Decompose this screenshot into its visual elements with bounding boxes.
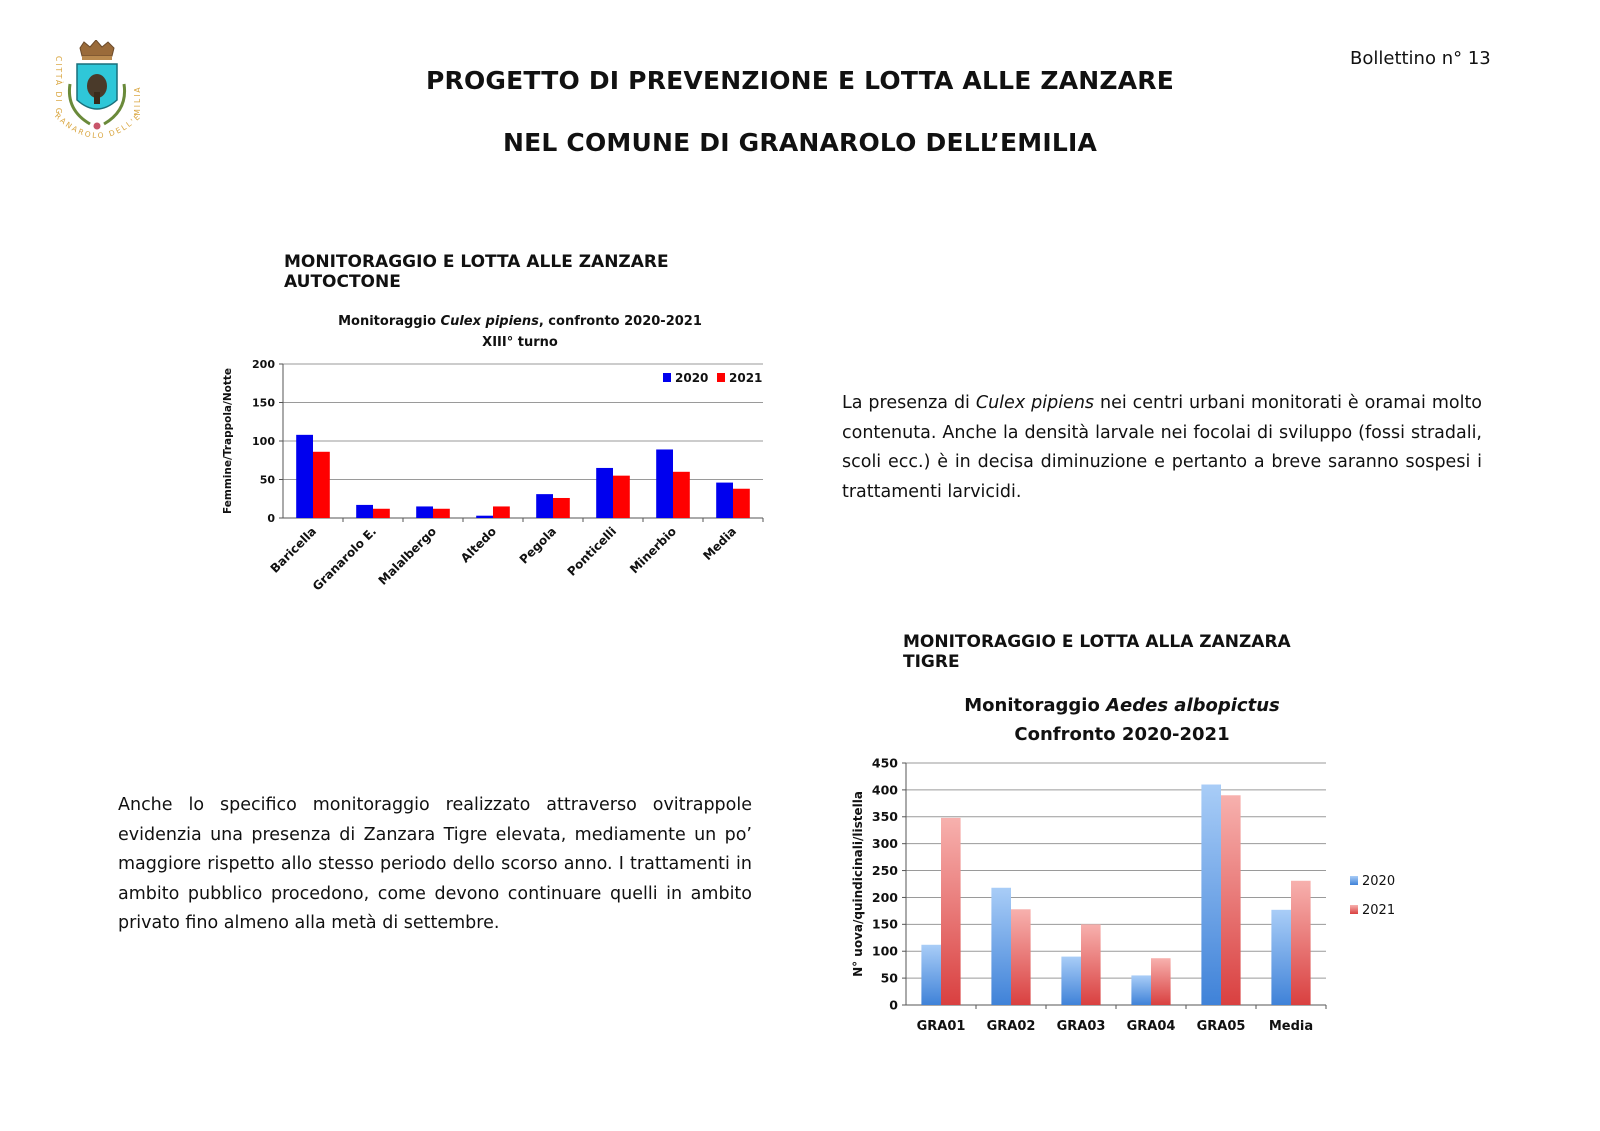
x-tick-label: Ponticelli xyxy=(564,524,620,579)
legend-swatch-2020 xyxy=(1350,876,1358,885)
bar-2020-minerbio xyxy=(656,449,673,518)
y-tick-label: 150 xyxy=(252,396,275,410)
y-tick-label: 50 xyxy=(259,473,275,487)
section-title-tigre: MONITORAGGIO E LOTTA ALLA ZANZARA TIGRE xyxy=(903,632,1291,672)
y-tick-label: 150 xyxy=(871,916,898,932)
bar-2020-media xyxy=(716,483,733,518)
bar-2021-gra02 xyxy=(1011,909,1031,1005)
bar-2021-malalbergo xyxy=(433,509,450,518)
bar-2020-altedo xyxy=(476,516,493,518)
page-title-line2: NEL COMUNE DI GRANAROLO DELL’EMILIA xyxy=(502,128,1098,157)
y-tick-label: 200 xyxy=(252,357,275,371)
bar-2021-altedo xyxy=(493,506,510,518)
culex-paragraph xyxy=(842,389,1482,507)
x-tick-label: GRA05 xyxy=(1196,1019,1246,1034)
legend-label-2020: 2020 xyxy=(1362,874,1396,889)
y-axis-label: Femmine/Trappola/Notte xyxy=(222,368,234,514)
page-title-line1: PROGETTO DI PREVENZIONE E LOTTA ALLE ZANZARE xyxy=(425,66,1175,95)
y-axis-label: N° uova/quindicinali/listella xyxy=(851,791,865,977)
legend-label-2021: 2021 xyxy=(1362,903,1396,918)
bar-2020-ponticelli xyxy=(596,468,613,518)
section-title-autoctone: MONITORAGGIO E LOTTA ALLE ZANZARE AUTOCTONE xyxy=(284,252,669,292)
chart-title-part: Culex pipiens xyxy=(440,314,539,329)
legend-label-2020: 2020 xyxy=(675,371,709,385)
x-tick-label: Minerbio xyxy=(627,524,680,577)
y-tick-label: 350 xyxy=(871,809,898,825)
x-tick-label: Pegola xyxy=(516,524,560,567)
y-tick-label: 250 xyxy=(871,862,898,878)
bar-2021-minerbio xyxy=(673,472,690,518)
x-tick-label: Baricella xyxy=(267,524,320,576)
bar-2021-media xyxy=(1291,881,1311,1005)
culex-paragraph-text-2: nei centri urbani monitorati è oramai molto contenuta. Anche la densità larvale nei focolai di sviluppo (fossi stradali, scoli ecc.) è in decisa diminuzione e pertanto a breve saranno sospesi i trattamenti larvicidi. xyxy=(842,393,1483,502)
x-tick-label: Malalbergo xyxy=(375,524,440,588)
bar-2020-gra04 xyxy=(1131,975,1151,1005)
bar-2020-gra02 xyxy=(991,888,1011,1005)
legend-swatch-2021 xyxy=(717,373,725,382)
x-tick-label: GRA01 xyxy=(916,1019,966,1034)
y-tick-label: 50 xyxy=(880,970,898,986)
y-tick-label: 100 xyxy=(871,943,898,959)
aedes-chart xyxy=(848,684,1408,1054)
chart-title-part: Aedes albopictus xyxy=(1106,695,1280,716)
tigre-paragraph: Anche lo specifico monitoraggio realizzato attraverso ovitrappole evidenzia una presenza di Zanzara Tigre elevata, mediamente un po’ maggiore rispetto allo stesso periodo dello scorso anno. I trattamenti in ambito pubblico procedono, come devono continuare quelli in ambito privato fino almeno alla metà di settembre. xyxy=(118,795,752,933)
culex-chart xyxy=(215,306,775,596)
bar-2020-gra01 xyxy=(921,945,941,1005)
bar-2020-malalbergo xyxy=(416,506,433,518)
x-tick-label: GRA03 xyxy=(1056,1019,1106,1034)
bar-2021-gra05 xyxy=(1221,795,1241,1005)
x-tick-label: Media xyxy=(700,524,740,564)
culex-paragraph-text-1: La presenza di xyxy=(842,393,976,413)
y-tick-label: 100 xyxy=(252,434,275,448)
chart-subtitle: XIII° turno xyxy=(482,335,558,350)
x-tick-label: GRA04 xyxy=(1126,1019,1176,1034)
x-tick-label: Altedo xyxy=(458,524,500,566)
bar-2021-media xyxy=(733,489,750,518)
chart-subtitle: Confronto 2020-2021 xyxy=(1014,724,1230,745)
bulletin-number: Bollettino n° 13 xyxy=(1350,48,1491,69)
x-tick-label: GRA02 xyxy=(986,1019,1036,1034)
x-tick-label: Media xyxy=(1268,1019,1314,1034)
chart-title xyxy=(338,314,702,329)
chart-title-part: Monitoraggio xyxy=(338,314,441,329)
bar-2021-ponticelli xyxy=(613,476,630,518)
chart-title xyxy=(964,695,1280,716)
y-tick-label: 0 xyxy=(267,511,275,525)
bar-2021-pegola xyxy=(553,498,570,518)
legend-swatch-2020 xyxy=(663,373,671,382)
bar-2020-pegola xyxy=(536,494,553,518)
bar-2020-gra03 xyxy=(1061,957,1081,1005)
y-tick-label: 0 xyxy=(889,997,898,1013)
y-tick-label: 400 xyxy=(871,782,898,798)
bar-2020-granaroloe xyxy=(356,505,373,518)
legend-swatch-2021 xyxy=(1350,905,1358,914)
y-tick-label: 200 xyxy=(871,889,898,905)
x-tick-label: Granarolo E. xyxy=(309,524,380,594)
bar-2021-gra03 xyxy=(1081,924,1101,1005)
logo-text: CITTÀ DI GRANAROLO DELL'EMILIA xyxy=(52,56,144,141)
bar-2020-media xyxy=(1271,910,1291,1005)
bar-2021-gra04 xyxy=(1151,958,1171,1005)
legend-label-2021: 2021 xyxy=(729,371,763,385)
chart-title-part: , confronto 2020-2021 xyxy=(538,314,702,329)
culex-paragraph-species: Culex pipiens xyxy=(975,393,1095,413)
chart-title-part: Monitoraggio xyxy=(964,695,1107,716)
y-tick-label: 450 xyxy=(871,755,898,771)
bar-2021-granaroloe xyxy=(373,509,390,518)
bar-2020-gra05 xyxy=(1201,785,1221,1005)
y-tick-label: 300 xyxy=(871,836,898,852)
bar-2021-gra01 xyxy=(941,818,961,1005)
bar-2021-baricella xyxy=(313,452,330,518)
bar-2020-baricella xyxy=(296,435,313,518)
